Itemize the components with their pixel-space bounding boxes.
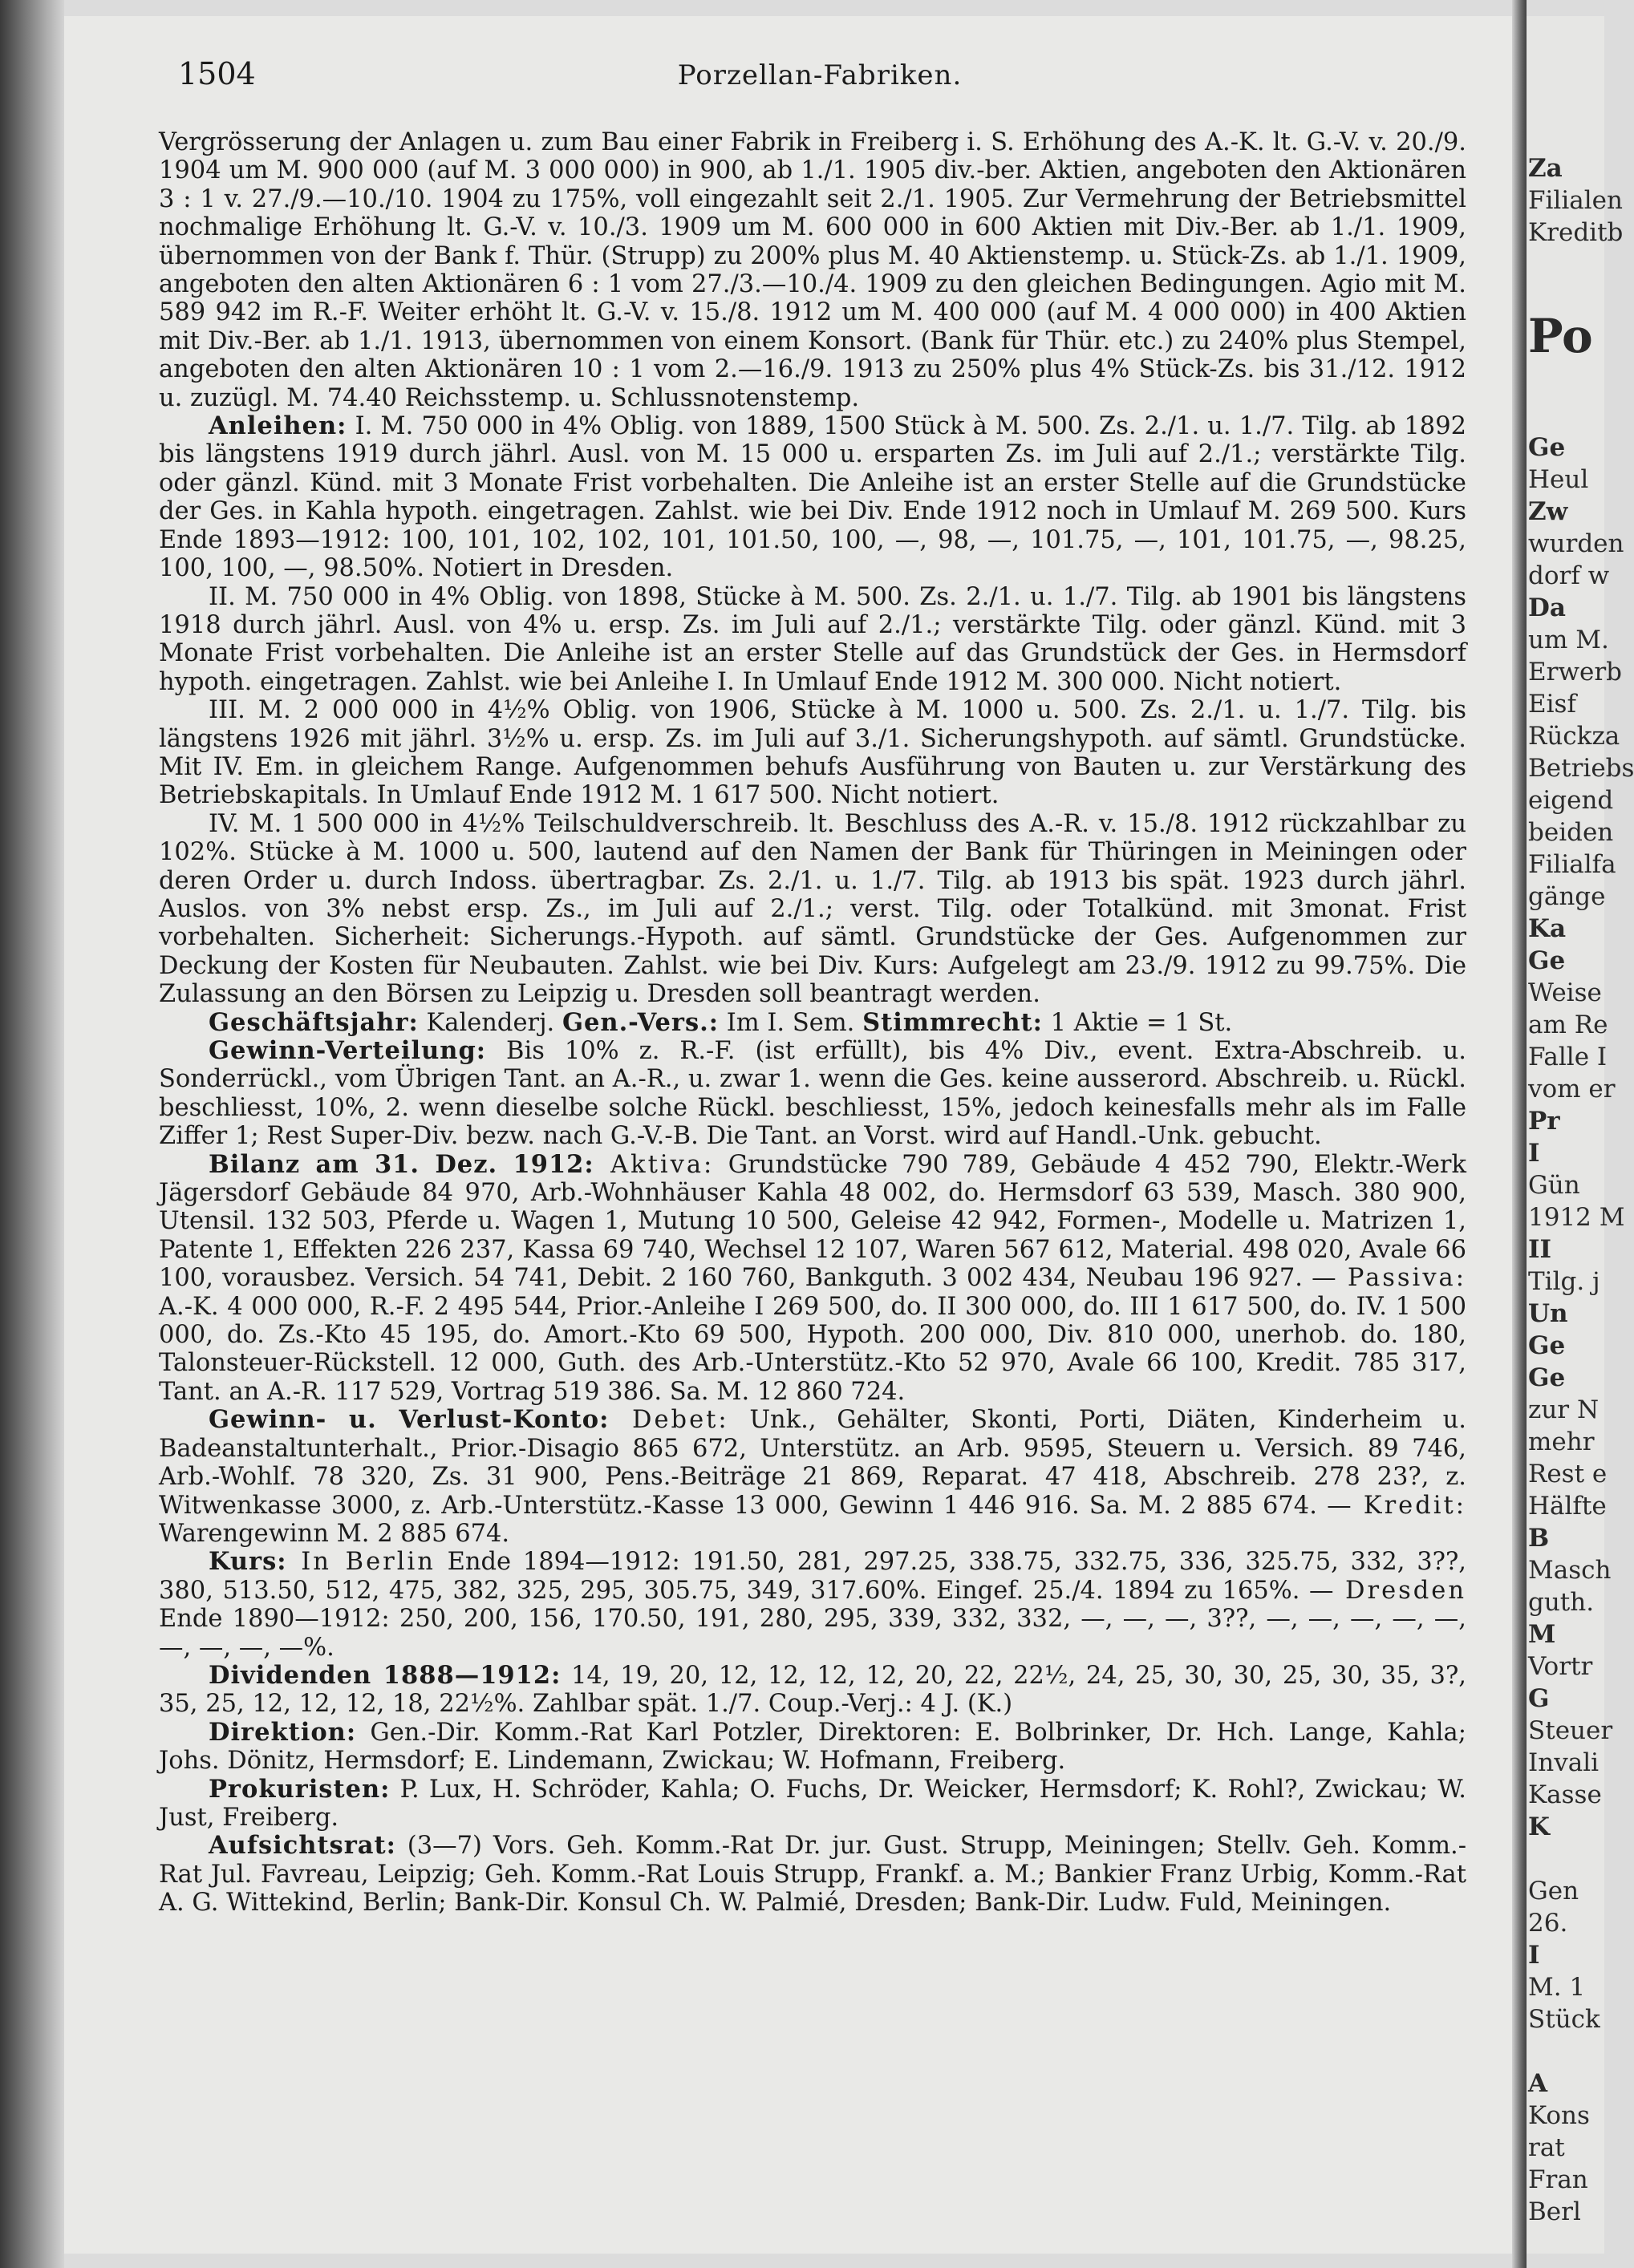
paragraph-gewinn-verlust: [159, 1406, 1466, 1548]
next-page-fragment: Stück: [1528, 2005, 1600, 2034]
anleihen-label: Anleihen:: [209, 411, 347, 441]
aufsichtsrat-text: (3—7) Vors. Geh. Komm.-Rat Dr. jur. Gust. Strupp, Meiningen; Stellv. Geh. Komm.-Rat Jul. Favreau, Leipzig; Geh. Komm.-Rat Louis Strupp, Frankf. a. M.; Bankier Franz Urbig, Komm.-Rat A. G. Wittekind, Berlin; Bank-Dir. Konsul Ch. W. Palmié, Dresden; Bank-Dir. Ludw. Fuld, Meiningen.: [159, 1832, 1466, 1918]
next-page-fragment: Zw: [1528, 497, 1568, 526]
next-page-fragment: 1912 M: [1528, 1203, 1625, 1232]
next-page-fragment: Weise: [1528, 978, 1602, 1007]
next-page-fragment: K: [1528, 1812, 1550, 1841]
next-page-fragment: Fran: [1528, 2165, 1588, 2194]
next-page-fragment: Hälfte: [1528, 1492, 1607, 1521]
next-page-fragment: [1528, 249, 1634, 281]
paragraph-anleihen-2: II. M. 750 000 in 4% Oblig. von 1898, Stücke à M. 500. Zs. 2./1. u. 1./7. Tilg. ab 1901 bis längstens 1918 durch jährl. Ausl. von 4% u. ersp. Zs. im Juli auf 2./1.; verstärkte Tilg. oder gänzl. Künd. mit 3 Monate Frist vorbehalten. Die Anleihe ist an erster Stelle auf das Grundstück der Ges. in Hermsdorf hypoth. eingetragen. Zahlst. wie bei Anleihe I. In Umlauf Ende 1912 M. 300 000. Nicht notiert.: [159, 582, 1466, 696]
paragraph-prokuristen: [159, 1776, 1466, 1833]
next-page-fragment: eigend: [1528, 786, 1614, 815]
next-page-fragment: zur N: [1528, 1395, 1600, 1424]
next-page-fragment: Ge: [1528, 433, 1566, 462]
paragraph-kurs: [159, 1548, 1466, 1662]
next-page-fragment: mehr: [1528, 1428, 1595, 1456]
next-page-fragment: beiden: [1528, 818, 1614, 847]
next-page-fragment: am Re: [1528, 1010, 1608, 1039]
page-gutter: [1512, 0, 1527, 2268]
debet-label: Debet:: [609, 1406, 729, 1435]
next-page-fragment: Ge: [1528, 1331, 1566, 1360]
guv-label: Gewinn- u. Verlust-Konto:: [209, 1405, 610, 1435]
paragraph-bilanz: [159, 1151, 1466, 1407]
next-page-fragment: Erwerb: [1528, 658, 1622, 686]
next-page-fragment: rat: [1528, 2133, 1565, 2162]
dividenden-label: Dividenden 1888—1912:: [209, 1660, 562, 1690]
next-page-fragment: Invali: [1528, 1748, 1600, 1777]
next-page-fragment: M: [1528, 1620, 1556, 1649]
next-page-fragment: Masch: [1528, 1556, 1612, 1585]
geschaeftsjahr-value: Kalenderj.: [418, 1008, 562, 1037]
next-page-fragment: Un: [1528, 1299, 1568, 1328]
kredit-label: Kredit:: [1351, 1491, 1467, 1520]
bilanz-label: Bilanz am 31. Dez. 1912:: [209, 1149, 594, 1179]
kredit-text: Warengewinn M. 2 885 674.: [159, 1519, 510, 1548]
next-page-fragment: vom er: [1528, 1075, 1616, 1104]
next-page-fragment: Za: [1528, 154, 1563, 183]
paragraph-capital-history: Vergrösserung der Anlagen u. zum Bau einer Fabrik in Freiberg i. S. Erhöhung des A.-K. lt. G.-V. v. 20./9. 1904 um M. 900 000 (auf M. 3 000 000) in 900, ab 1./1. 1905 div.-ber. Aktien, angeboten den Aktionären 3 : 1 v. 27./9.—10./10. 1904 zu 175%, voll eingezahlt seit 2./1. 1905. Zur Vermehrung der Betriebsmittel nochmalige Erhöhung lt. G.-V. v. 10./3. 1909 um M. 600 000 in 600 Aktien mit Div.-Ber. ab 1./1. 1909, übernommen von der Bank f. Thür. (Strupp) zu 200% plus M. 40 Aktienstemp. u. Stück-Zs. ab 1./1. 1909, angeboten den alten Aktionären 6 : 1 vom 27./3.—10./4. 1909 zu den gleichen Bedingungen. Agio mit M. 589 942 im R.-F. Weiter erhöht lt. G.-V. v. 15./8. 1912 um M. 400 000 (auf M. 4 000 000) in 400 Aktien mit Div.-Ber. ab 1./1. 1913, übernommen von einem Konsort. (Bank für Thür. etc.) zu 240% plus Stempel, angeboten den alten Aktionären 10 : 1 vom 2.—16./9. 1913 zu 250% plus 4% Stück-Zs. bis 31./12. 1912 u. zuzügl. M. 74.40 Reichsstemp. u. Schlussnotenstemp.: [159, 128, 1466, 412]
dividenden-text: 14, 19, 20, 12, 12, 12, 12, 20, 22, 22½, 24, 25, 30, 30, 25, 30, 35, 3?, 35, 25, 12, 12, 12, 18, 22½%. Zahlbar spät. 1./7. Coup.-Verj.: 4 J. (K.): [159, 1661, 1466, 1719]
prokuristen-label: Prokuristen:: [209, 1774, 391, 1804]
next-page-fragment: Falle I: [1528, 1043, 1608, 1071]
next-page-fragment: wurden: [1528, 529, 1624, 558]
paragraph-anleihen-3: III. M. 2 000 000 in 4½% Oblig. von 1906, Stücke à M. 1000 u. 500. Zs. 2./1. u. 1./7. Tilg. bis längstens 1926 mit jährl. 3½% u. ersp. Zs. im Juli auf 3./1. Sicherungshypoth. auf sämtl. Grundstücke. Mit IV. Em. in gleichem Range. Aufgenommen behufs Ausführung von Bauten u. zur Verstärkung des Betriebskapitals. In Umlauf Ende 1912 M. 1 617 500. Nicht notiert.: [159, 696, 1466, 810]
book-spine: [0, 0, 64, 2268]
body-text: [159, 128, 1466, 1918]
next-page-fragment: [1528, 399, 1634, 431]
next-page-fragment: G: [1528, 1684, 1550, 1713]
paragraph-dividenden: [159, 1662, 1466, 1719]
next-page-fragment: Ge: [1528, 1363, 1566, 1392]
aktiva-text: Grundstücke 790 789, Gebäude 4 452 790, Elektr.-Werk Jägersdorf Gebäude 84 970, Arb.-Wohnhäuser Kahla 48 002, do. Hermsdorf 63 539, Masch. 380 900, Utensil. 132 503, Pferde u. Wagen 1, Mutung 10 500, Geleise 42 942, Formen-, Modelle u. Matrizen 1, Patente 1, Effekten 226 237, Kassa 69 740, Wechsel 12 107, Waren 567 612, Material. 498 020, Avale 66 100, vorausbez. Versich. 54 741, Debit. 2 160 760, Bankguth. 3 002 434, Neubau 196 927. —: [159, 1150, 1466, 1293]
next-page-fragment: Betriebs: [1528, 754, 1634, 783]
running-title: Porzellan-Fabriken.: [677, 59, 963, 91]
next-page-edge: [1527, 16, 1634, 2254]
paragraph-anleihen-1: [159, 412, 1466, 582]
prokuristen-text: P. Lux, H. Schröder, Kahla; O. Fuchs, Dr. Weicker, Hermsdorf; K. Rohl?, Zwickau; W. Just, Freiberg.: [159, 1775, 1466, 1832]
next-page-fragment: Ge: [1528, 946, 1566, 975]
next-page-fragment: A: [1528, 2069, 1548, 2098]
paragraph-aufsichtsrat: [159, 1832, 1466, 1917]
next-page-fragment: Pr: [1528, 1107, 1560, 1136]
anleihen-1-text: I. M. 750 000 in 4% Oblig. von 1889, 1500 Stück à M. 500. Zs. 2./1. u. 1./7. Tilg. ab 1892 bis längstens 1919 durch jährl. Ausl. von M. 15 000 u. ersparten Zs. im Juli auf 2./1.; verstärkte Tilg. oder gänzl. Künd. mit 3 Monate Frist vorbehalten. Die Anleihe ist an erster Stelle auf die Grundstücke der Ges. in Kahla hypoth. eingetragen. Zahlst. wie bei Div. Ende 1912 noch in Umlauf M. 269 500. Kurs Ende 1893—1912: 100, 101, 102, 102, 101, 101.50, 100, —, 98, —, 101.75, —, 101, 101.75, —, 98.25, 100, 100, —, 98.50%. Notiert in Dresden.: [159, 412, 1466, 583]
next-page-fragment: Filialen: [1528, 186, 1623, 215]
stimmrecht-value: 1 Aktie = 1 St.: [1042, 1008, 1233, 1037]
next-page-fragment: Heul: [1528, 465, 1589, 494]
next-page-fragment: gänge: [1528, 882, 1606, 911]
next-page-fragment: Rückza: [1528, 722, 1620, 751]
gewinn-verteilung-label: Gewinn-Verteilung:: [209, 1036, 487, 1065]
aktiva-label: Aktiva:: [594, 1150, 715, 1179]
next-page-fragment: M. 1: [1528, 1973, 1586, 2002]
passiva-label: Passiva:: [1336, 1264, 1467, 1293]
passiva-text: A.-K. 4 000 000, R.-F. 2 495 544, Prior.-Anleihe I 269 500, do. II 300 000, do. III 1 617 500, do. IV. 1 500 000, do. Zs.-Kto 45 195, do. Amort.-Kto 69 500, Hypoth. 200 000, Div. 810 000, unerhob. do. 180, Talonsteuer-Rückstell. 12 000, Guth. des Arb.-Unterstütz.-Kto 52 970, Avale 66 100, Kredit. 785 317, Tant. an A.-R. 117 529, Vortrag 519 386. Sa. M. 12 860 724.: [159, 1292, 1466, 1406]
page-number: 1504: [178, 56, 256, 91]
next-page-fragment: um M.: [1528, 626, 1609, 654]
next-page-fragment: Rest e: [1528, 1460, 1608, 1488]
aufsichtsrat-label: Aufsichtsrat:: [209, 1831, 396, 1861]
gen-vers-value: Im I. Sem.: [719, 1008, 863, 1037]
kurs-dresden-text: Ende 1890—1912: 250, 200, 156, 170.50, 191, 280, 295, 339, 332, 332, —, —, —, 3??, —, —, —, —, —, —, —, —, —%.: [159, 1605, 1466, 1662]
next-page-fragment: Po: [1528, 309, 1593, 363]
next-page-fragment: Kreditb: [1528, 218, 1624, 247]
next-page-fragment: Eisf: [1528, 690, 1576, 719]
gewinn-verteilung-text: Bis 10% z. R.-F. (ist erfüllt), bis 4% Div., event. Extra-Abschreib. u. Sonderrückl., vom Übrigen Tant. an A.-R., u. zwar 1. wenn die Ges. keine ausserord. Abschreib. u. Rückl. beschliesst, 10%, 2. wenn dieselbe solche Rückl. beschliesst, 15%, jedoch keinesfalls mehr als im Falle Ziffer 1; Rest Super-Div. bezw. nach G.-V.-B. Die Tant. an Vorst. wird auf Handl.-Unk. gebucht.: [159, 1037, 1466, 1151]
paragraph-anleihen-4: IV. M. 1 500 000 in 4½% Teilschuldverschreib. lt. Beschluss des A.-R. v. 15./8. 1912 rückzahlbar zu 102%. Stücke à M. 1000 u. 500, lautend auf den Namen der Bank für Thüringen in Meiningen oder deren Order u. durch Indoss. übertragbar. Zs. 2./1. u. 1./7. Tilg. ab 1913 bis spät. 1923 durch jährl. Auslos. von 3% nebst ersp. Zs., im Juli auf 2./1.; verst. Tilg. oder Totalkünd. mit 3monat. Frist vorbehalten. Sicherheit: Sicherungs.-Hypoth. auf sämtl. Grundstücke der Ges. Aufgenommen zur Deckung der Kosten für Neubauten. Zahlst. wie bei Div. Kurs: Aufgelegt am 23./9. 1912 zu 99.75%. Die Zulassung an den Börsen zu Leipzig u. Dresden soll beantragt werden.: [159, 809, 1466, 1009]
kurs-label: Kurs:: [209, 1547, 287, 1577]
geschaeftsjahr-label: Geschäftsjahr:: [209, 1007, 419, 1037]
kurs-dresden-label: Dresden: [1333, 1576, 1466, 1605]
next-page-fragment: Gün: [1528, 1171, 1580, 1200]
next-page-fragment: Filialfa: [1528, 850, 1616, 879]
next-page-fragment: [1528, 1843, 1634, 1875]
next-page-fragment: Gen: [1528, 1877, 1579, 1906]
next-page-fragment: [1528, 2035, 1634, 2068]
next-page-fragment: 26.: [1528, 1909, 1568, 1938]
next-page-fragment: Steuer: [1528, 1716, 1613, 1745]
paragraph-geschaeftsjahr: [159, 1009, 1466, 1037]
direktion-text: Gen.-Dir. Komm.-Rat Karl Potzler, Direktoren: E. Bolbrinker, Dr. Hch. Lange, Kahla; Johs. Dönitz, Hermsdorf; E. Lindemann, Zwickau; W. Hofmann, Freiberg.: [159, 1718, 1466, 1776]
next-page-fragment: Kasse: [1528, 1780, 1602, 1809]
next-page-fragment: I: [1528, 1941, 1540, 1970]
page-header: [178, 56, 1462, 104]
stimmrecht-label: Stimmrecht:: [862, 1007, 1043, 1037]
next-page-fragment: dorf w: [1528, 561, 1610, 590]
next-page-fragment: I: [1528, 1139, 1540, 1168]
paragraph-direktion: [159, 1719, 1466, 1776]
next-page-fragment: Tilg. j: [1528, 1267, 1600, 1296]
debet-text: Unk., Gehälter, Skonti, Porti, Diäten, Kinderheim u. Badeanstaltunterhalt., Prior.-Disagio 865 672, Unterstütz. an Arb. 9595, Steuern u. Versich. 89 746, Arb.-Wohlf. 78 320, Zs. 31 900, Pens.-Beiträge 21 869, Reparat. 47 418, Abschreib. 278 23?, z. Witwenkasse 3000, z. Arb.-Unterstütz.-Kasse 13 000, Gewinn 1 446 916. Sa. M. 2 885 674. —: [159, 1406, 1466, 1520]
paragraph-gewinn-verteilung: [159, 1037, 1466, 1151]
kurs-berlin-label: In Berlin: [286, 1548, 436, 1577]
next-page-fragments: [1528, 152, 1634, 2228]
next-page-fragment: Kons: [1528, 2101, 1590, 2130]
next-page-fragment: Vortr: [1528, 1652, 1593, 1681]
gen-vers-label: Gen.-Vers.:: [562, 1007, 720, 1037]
next-page-fragment: Da: [1528, 593, 1566, 622]
next-page-fragment: B: [1528, 1524, 1550, 1553]
next-page-fragment: Ka: [1528, 914, 1567, 943]
kurs-berlin-text: Ende 1894—1912: 191.50, 281, 297.25, 338.75, 332.75, 336, 325.75, 332, 3??, 380, 513.50, 512, 475, 382, 325, 295, 305.75, 349, 317.60%. Eingef. 25./4. 1894 zu 165%. —: [159, 1548, 1466, 1605]
next-page-fragment: guth.: [1528, 1588, 1595, 1617]
next-page-fragment: Berl: [1528, 2197, 1581, 2226]
next-page-fragment: II: [1528, 1235, 1552, 1264]
direktion-label: Direktion:: [209, 1717, 357, 1747]
